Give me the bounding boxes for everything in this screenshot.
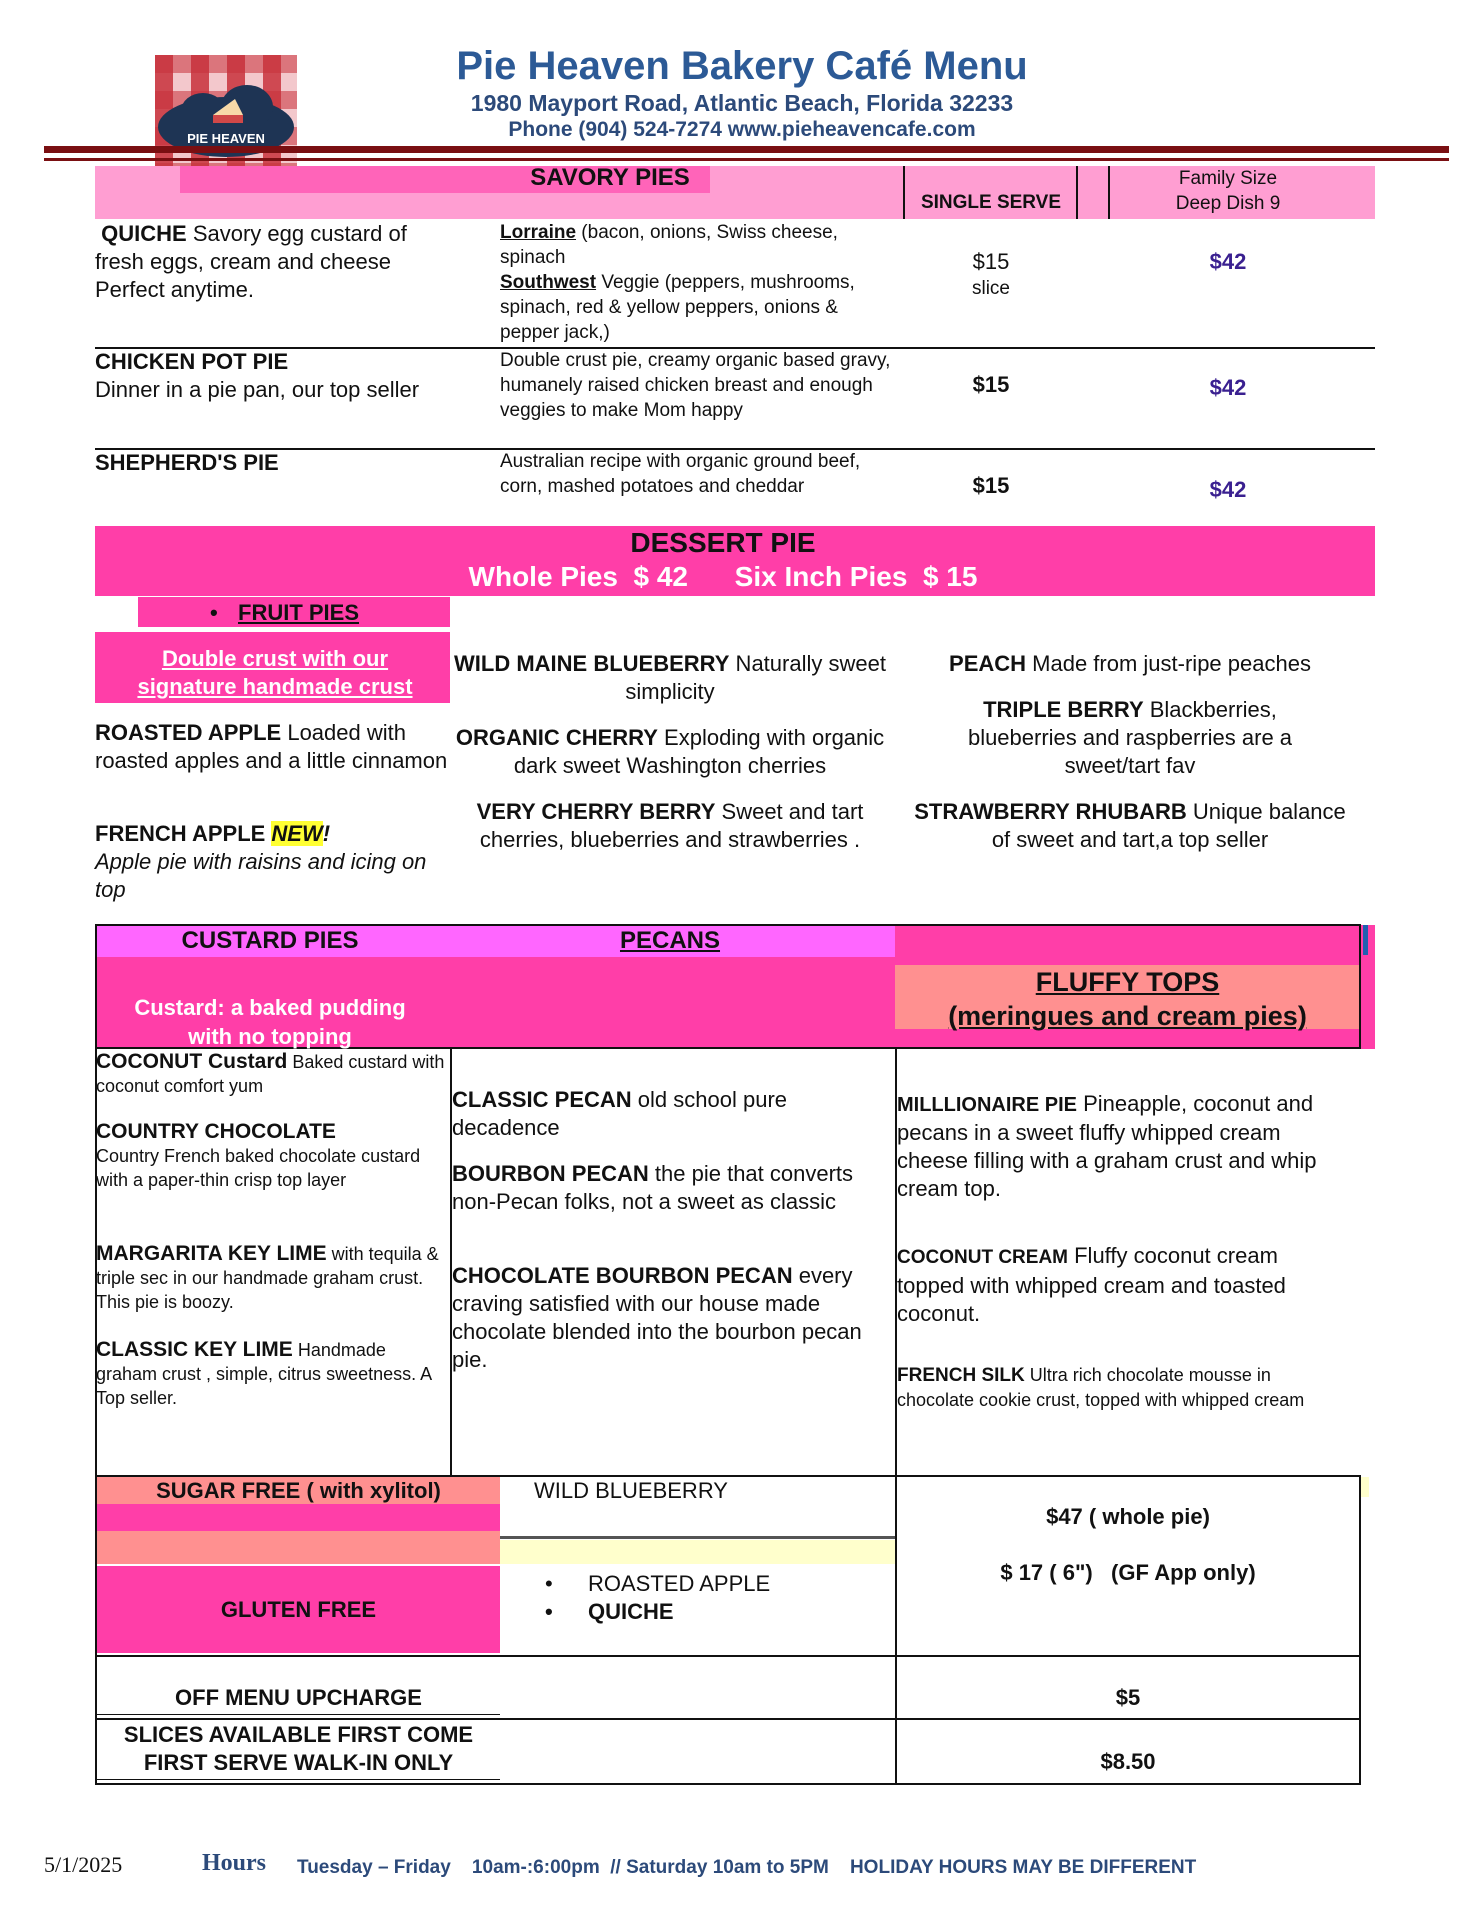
quiche-variants <box>500 220 900 345</box>
roasted-apple: ROASTED APPLE Loaded with roasted apples and a little cinnamon <box>95 720 448 773</box>
family-size-header: Family Size <box>1178 168 1278 189</box>
slices-price: $8.50 <box>1100 1749 1156 1774</box>
divider <box>1359 1475 1361 1785</box>
off-menu-upcharge-label: OFF MENU UPCHARGE <box>175 1685 422 1710</box>
shepherd-detail: Australian recipe with organic ground beef, corn, mashed potatoes and cheddar <box>500 451 861 497</box>
dessert-prices: Whole Pies $ 42 Six Inch Pies $ 15 <box>468 561 978 592</box>
address: 1980 Mayport Road, Atlantic Beach, Florida 32233 <box>470 90 1014 116</box>
row-divider <box>95 1718 1361 1720</box>
single-serve-header: SINGLE SERVE <box>920 192 1062 213</box>
chicken-family-price: $42 <box>1209 375 1247 400</box>
row-divider <box>97 1779 500 1780</box>
dessert-title: DESSERT PIE <box>630 527 816 558</box>
bourbon-pecan: BOURBON PECAN the pie that converts non-Pecan folks, not a sweet as classic <box>452 1161 854 1214</box>
chicken-single-price: $15 <box>972 372 1010 397</box>
organic-cherry: ORGANIC CHERRY Exploding with organic dark sweet Washington cherries <box>455 725 885 778</box>
edge-marker <box>1363 925 1368 955</box>
bullet-icon: • <box>210 600 218 625</box>
chicken-desc: Dinner in a pie pan, our top seller <box>95 377 420 402</box>
fruit-pies-subtitle: Double crust with our signature handmade crust <box>137 646 413 699</box>
coconut-custard: COCONUT Custard Baked custard with coconut comfort yum <box>96 1050 445 1096</box>
chicken-name: CHICKEN POT PIE <box>95 349 289 374</box>
pecans-title: PECANS <box>619 927 721 954</box>
quiche-lorraine-desc: (bacon, onions, Swiss cheese, spinach <box>500 222 838 268</box>
sugar-free-label: SUGAR FREE ( with xylitol) <box>156 1478 441 1503</box>
row-divider <box>95 1655 1361 1657</box>
chicken-pot-pie <box>95 348 455 404</box>
row-divider <box>97 1714 500 1715</box>
yellow-band <box>500 1540 895 1564</box>
quiche-single-unit: slice <box>971 278 1010 299</box>
row-divider <box>95 1783 1361 1785</box>
margarita-key-lime: MARGARITA KEY LIME with tequila & triple sec in our handmade graham crust. This pie is boozy. <box>96 1242 439 1312</box>
classic-pecan: CLASSIC PECAN old school pure decadence <box>452 1087 788 1140</box>
shepherd-single-price: $15 <box>972 473 1010 498</box>
header-rule-thin <box>44 158 1449 161</box>
shepherd-family-price: $42 <box>1209 477 1247 502</box>
bullet-icon: • <box>545 1599 553 1624</box>
gluten-free-list: • ROASTED APPLE • QUICHE <box>545 1571 771 1624</box>
gluten-free-label: GLUTEN FREE <box>220 1597 377 1622</box>
deep-dish-header: Deep Dish 9 <box>1175 193 1281 214</box>
phone-website: Phone (904) 524-7274 www.pieheavencafe.com <box>508 118 976 141</box>
fruit-pies-title: • FRUIT PIES <box>210 600 360 625</box>
edge-marker <box>1361 1477 1369 1497</box>
classic-key-lime: CLASSIC KEY LIME Handmade graham crust , simple, citrus sweetness. A Top seller. <box>96 1338 432 1408</box>
quiche-lorraine-name: Lorraine <box>500 222 577 243</box>
hours-label: Hours <box>202 1850 267 1876</box>
sugar-free-item: WILD BLUEBERRY <box>534 1478 728 1503</box>
spacer-band <box>97 1531 500 1564</box>
millionaire-pie: MILLLIONAIRE PIE Pineapple, coconut and pecans in a sweet fluffy whipped cream cheese filling with a graham crust and whip cream top. <box>897 1091 1317 1201</box>
custard-subtitle: Custard: a baked pudding with no topping <box>134 995 406 1049</box>
new-badge: NEW <box>271 821 323 846</box>
quiche-single-price: $15 <box>972 249 1010 274</box>
quiche-intro <box>95 220 455 304</box>
menu-date: 5/1/2025 <box>44 1852 123 1877</box>
quiche-southwest-name: Southwest <box>500 272 597 293</box>
very-cherry-berry: VERY CHERRY BERRY Sweet and tart cherries, blueberries and strawberries . <box>476 799 864 852</box>
chocolate-bourbon-pecan: CHOCOLATE BOURBON PECAN every craving satisfied with our house made chocolate blended into the bourbon pecan pie. <box>452 1263 862 1372</box>
price-six-inch: $ 17 ( 6") (GF App only) <box>1000 1560 1256 1585</box>
row-divider <box>500 1536 895 1539</box>
savory-title: SAVORY PIES <box>530 164 690 191</box>
logo-text: PIE HEAVEN <box>187 131 265 146</box>
strawberry-rhubarb: STRAWBERRY RHUBARB Unique balance of sweet and tart,a top seller <box>914 799 1346 852</box>
header-rule <box>44 146 1449 153</box>
hours-text: Tuesday – Friday 10am-:6:00pm // Saturday 10am to 5PM HOLIDAY HOURS MAY BE DIFFERENT <box>297 1857 1197 1878</box>
chicken-detail: Double crust pie, creamy organic based gravy, humanely raised chicken breast and enough veggies to make Mom happy <box>500 350 891 421</box>
quiche-desc: Savory egg custard of fresh eggs, cream and cheese Perfect anytime. <box>95 221 407 302</box>
sugar-free-band-2 <box>97 1504 500 1531</box>
french-apple: FRENCH APPLE NEW! Apple pie with raisins and icing on top <box>95 821 427 902</box>
peach: PEACH Made from just-ripe peaches <box>949 651 1311 676</box>
fluffy-title: FLUFFY TOPS <box>1035 967 1220 997</box>
fluffy-subtitle: (meringues and cream pies) <box>948 1001 1307 1031</box>
triple-berry: TRIPLE BERRY Blackberries, blueberries and raspberries are a sweet/tart fav <box>967 697 1293 778</box>
country-chocolate: COUNTRY CHOCOLATE Country French baked chocolate custard with a paper-thin crisp top layer <box>96 1120 421 1190</box>
price-whole-pie: $47 ( whole pie) <box>1046 1504 1210 1529</box>
page-title: Pie Heaven Bakery Café Menu <box>456 44 1028 88</box>
off-menu-upcharge-price: $5 <box>1115 1685 1141 1710</box>
bullet-icon: • <box>545 1571 553 1596</box>
quiche-name: QUICHE <box>101 221 187 246</box>
wild-maine-blueberry: WILD MAINE BLUEBERRY Naturally sweet simplicity <box>454 651 886 704</box>
quiche-southwest-desc: Veggie (peppers, mushrooms, spinach, red & yellow peppers, onions & pepper jack,) <box>500 272 855 343</box>
custard-title: CUSTARD PIES <box>181 927 359 954</box>
shepherd-name: SHEPHERD'S PIE <box>95 450 279 475</box>
divider <box>895 1475 897 1785</box>
coconut-cream: COCONUT CREAM Fluffy coconut cream topped with whipped cream and toasted coconut. <box>897 1243 1286 1326</box>
french-silk: FRENCH SILK Ultra rich chocolate mousse in chocolate cookie crust, topped with whipped cream <box>897 1365 1305 1410</box>
slices-label: SLICES AVAILABLE FIRST COME FIRST SERVE WALK-IN ONLY <box>123 1722 474 1775</box>
quiche-family-price: $42 <box>1209 249 1247 274</box>
